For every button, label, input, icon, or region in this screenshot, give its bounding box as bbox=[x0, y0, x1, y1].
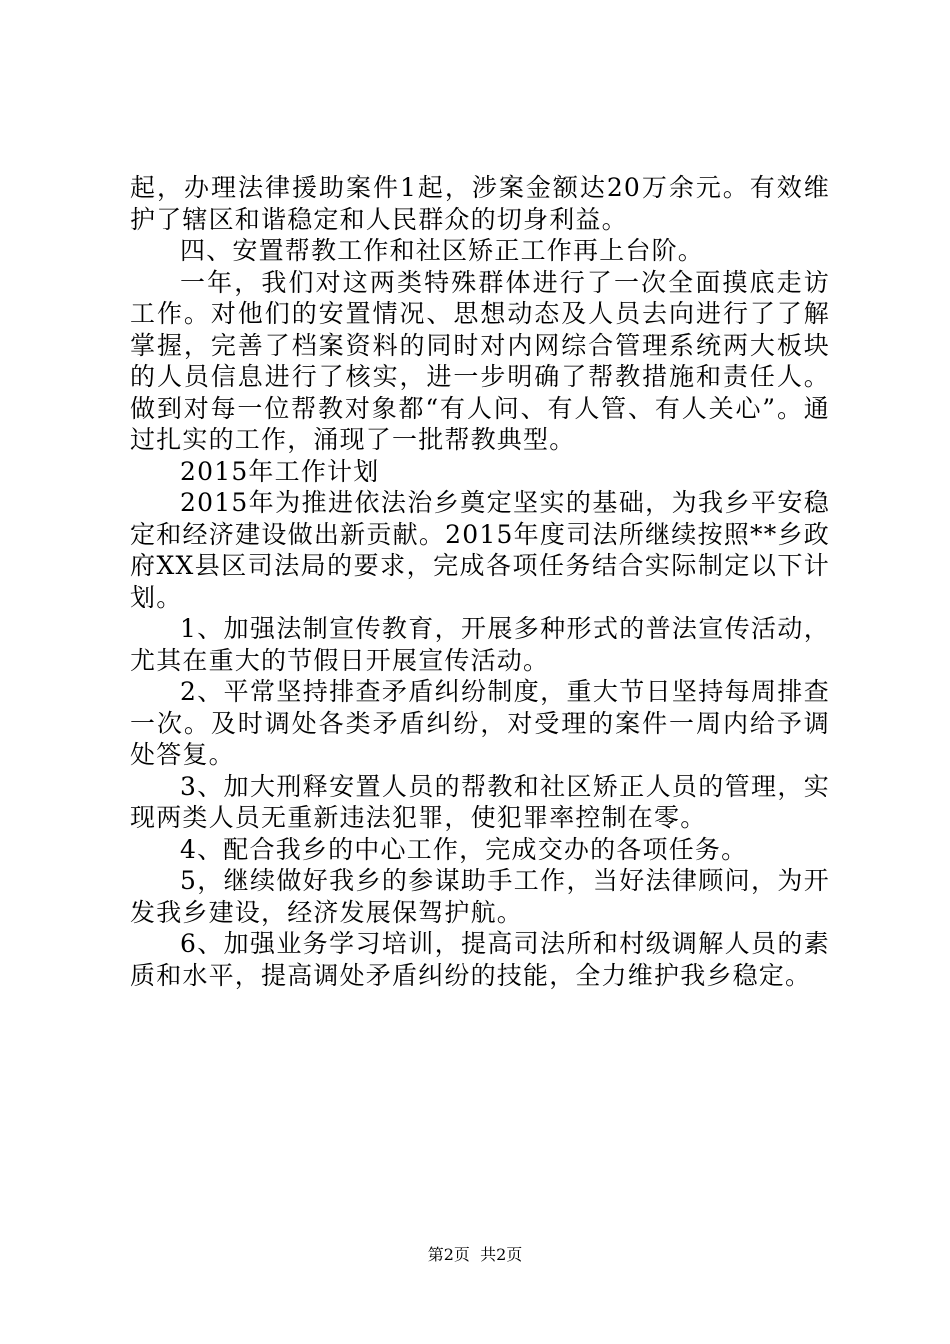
page-footer bbox=[0, 1245, 950, 1265]
paragraph-5: 2015年为推进依法治乡奠定坚实的基础，为我乡平安稳定和经济建设做出新贡献。2015年度司法所继续按照**乡政府XX县区司法局的要求，完成各项任务结合实际制定以下计划。 bbox=[130, 488, 830, 612]
plan-item-2: 2、平常坚持排查矛盾纠纷制度，重大节日坚持每周排查一次。及时调处各类矛盾纠纷，对受理的案件一周内给予调处答复。 bbox=[130, 677, 830, 769]
paragraph-1: 起，办理法律援助案件1起，涉案金额达20万余元。有效维护了辖区和谐稳定和人民群众的切身利益。 bbox=[130, 173, 830, 234]
page-number-label: 第2页 共2页 bbox=[427, 1245, 523, 1264]
plan-item-5: 5，继续做好我乡的参谋助手工作，当好法律顾问，为开发我乡建设，经济发展保驾护航。 bbox=[130, 866, 830, 927]
plan-heading: 2015年工作计划 bbox=[180, 456, 380, 486]
plan-item-6: 6、加强业务学习培训，提高司法所和村级调解人员的素质和水平，提高调处矛盾纠纷的技能，全力维护我乡稳定。 bbox=[130, 929, 830, 990]
paragraph-3: 一年，我们对这两类特殊群体进行了一次全面摸底走访工作。对他们的安置情况、思想动态及人员去向进行了了解掌握，完善了档案资料的同时对内网综合管理系统两大板块的人员信息进行了核实，进一步明确了帮教措施和责任人。做到对每一位帮教对象都“有人问、有人管、有人关心”。通过扎实的工作，涌现了一批帮教典型。 bbox=[130, 267, 830, 454]
plan-item-4: 4、配合我乡的中心工作，完成交办的各项任务。 bbox=[180, 834, 748, 864]
plan-item-3: 3、加大刑释安置人员的帮教和社区矫正人员的管理，实现两类人员无重新违法犯罪，使犯罪率控制在零。 bbox=[130, 771, 830, 832]
document-body bbox=[130, 172, 830, 991]
section-heading-4: 四、安置帮教工作和社区矫正工作再上台阶。 bbox=[180, 236, 705, 265]
plan-item-1: 1、加强法制宣传教育，开展多种形式的普法宣传活动，尤其在重大的节假日开展宣传活动。 bbox=[130, 614, 830, 675]
